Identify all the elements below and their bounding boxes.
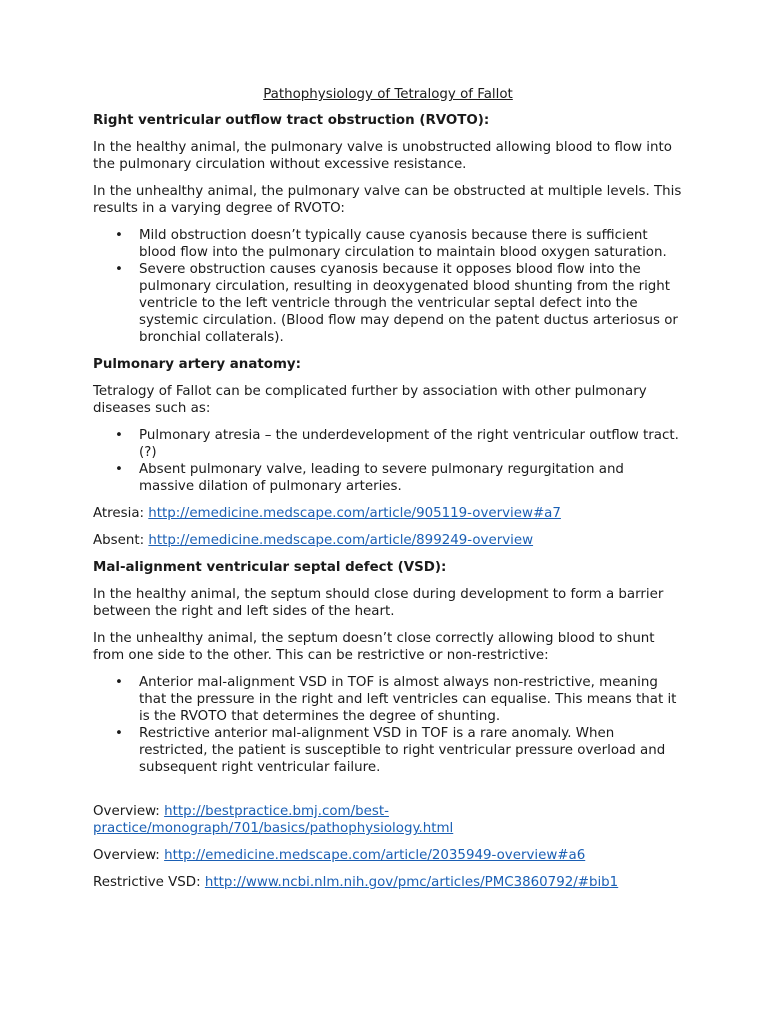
rvoto-bullet-list	[93, 227, 683, 346]
reference-label-bmj: Overview:	[93, 804, 165, 819]
blank-line	[93, 786, 683, 803]
reference-label-ncbi: Restrictive VSD:	[93, 875, 205, 890]
reference-link-bmj[interactable]: http://bestpractice.bmj.com/best-practice/monograph/701/basics/pathophysiology.html	[93, 804, 454, 836]
vsd-paragraph-unhealthy: In the unhealthy animal, the septum doesn’t close correctly allowing blood to shunt from one side to the other. This can be restrictive or non-restrictive:	[93, 631, 655, 663]
rvoto-bullet-severe: • Severe obstruction causes cyanosis because it opposes blood flow into the pulmonary circulation, resulting in deoxygenated blood shunting from the right ventricle to the left ventricle through the ventricular septal defect into the systemic circulation. (Blood flow may depend on the patent ductus arteriosus or bronchial collaterals).	[139, 261, 683, 346]
vsd-bullet-restrictive: • Restrictive anterior mal-alignment VSD in TOF is a rare anomaly. When restricted, the patient is susceptible to right ventricular pressure overload and subsequent right ventricular failure.	[139, 725, 683, 776]
pulmonary-bullet-atresia: • Pulmonary atresia – the underdevelopment of the right ventricular outflow tract. (?)	[139, 427, 683, 461]
pulmonary-paragraph: Tetralogy of Fallot can be complicated further by association with other pulmonary diseases such as:	[93, 384, 647, 416]
vsd-bullet-non-restrictive: • Anterior mal-alignment VSD in TOF is almost always non-restrictive, meaning that the pressure in the right and left ventricles can equalise. This means that it is the RVOTO that determines the degree of shunting.	[139, 674, 683, 725]
reference-link-medscape[interactable]: http://emedicine.medscape.com/article/2035949-overview#a6	[164, 848, 586, 863]
reference-line-ncbi	[93, 874, 683, 891]
reference-link-ncbi[interactable]: http://www.ncbi.nlm.nih.gov/pmc/articles/PMC3860792/#bib1	[204, 875, 619, 890]
heading-vsd: Mal-alignment ventricular septal defect (VSD):	[93, 560, 447, 575]
reference-line-medscape	[93, 847, 683, 864]
document-page	[93, 86, 683, 901]
rvoto-paragraph-unhealthy: In the unhealthy animal, the pulmonary valve can be obstructed at multiple levels. This results in a varying degree of RVOTO:	[93, 184, 682, 216]
heading-pulmonary-artery: Pulmonary artery anatomy:	[93, 357, 302, 372]
vsd-paragraph-healthy: In the healthy animal, the septum should close during development to form a barrier between the right and left sides of the heart.	[93, 587, 664, 619]
link-label-atresia: Atresia:	[93, 506, 149, 521]
rvoto-paragraph-healthy: In the healthy animal, the pulmonary valve is unobstructed allowing blood to flow into the pulmonary circulation without excessive resistance.	[93, 140, 672, 172]
document-title: Pathophysiology of Tetralogy of Fallot	[263, 87, 513, 102]
link-atresia[interactable]: http://emedicine.medscape.com/article/905119-overview#a7	[148, 506, 561, 521]
link-line-atresia	[93, 505, 683, 522]
link-line-absent	[93, 532, 683, 549]
rvoto-bullet-mild: • Mild obstruction doesn’t typically cause cyanosis because there is sufficient blood flow into the pulmonary circulation to maintain blood oxygen saturation.	[139, 227, 683, 261]
link-label-absent: Absent:	[93, 533, 149, 548]
heading-rvoto: Right ventricular outflow tract obstruction (RVOTO):	[93, 113, 490, 128]
reference-line-bmj	[93, 803, 683, 837]
pulmonary-bullet-list	[93, 427, 683, 495]
pulmonary-bullet-absent-valve: • Absent pulmonary valve, leading to severe pulmonary regurgitation and massive dilation of pulmonary arteries.	[139, 461, 683, 495]
link-absent[interactable]: http://emedicine.medscape.com/article/899249-overview	[148, 533, 534, 548]
vsd-bullet-list	[93, 674, 683, 776]
reference-label-medscape: Overview:	[93, 848, 165, 863]
